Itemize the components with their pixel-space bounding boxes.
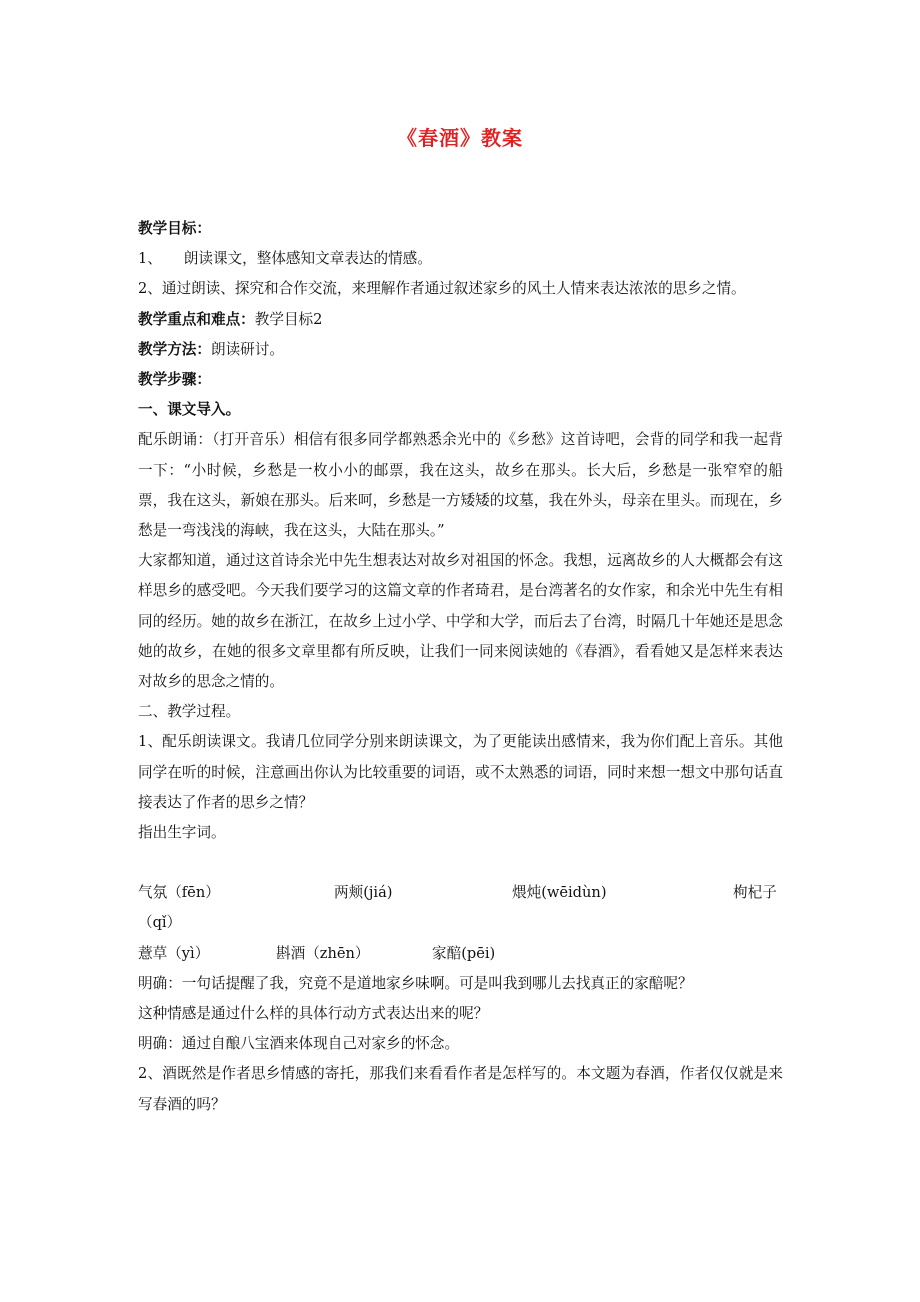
vocab-word: 枸杞子: [733, 884, 777, 902]
method-line: [138, 335, 783, 365]
vocab-word: 煨炖(wēidùn): [512, 884, 607, 902]
document-body: [138, 214, 783, 1120]
steps-heading: 教学步骤：: [138, 371, 211, 389]
vocab-row-1: [138, 878, 783, 908]
vocab-row-2: [138, 939, 783, 969]
vocab-word: 气氛（fēn）: [138, 884, 220, 902]
vocab-row-1-continued: （qǐ）: [138, 914, 182, 932]
vocab-word: 薏草（yì）: [138, 944, 210, 962]
focus-line: [138, 305, 783, 335]
method-label: 教学方法：: [138, 340, 211, 358]
intro-paragraph-1: 配乐朗诵：（打开音乐）相信有很多同学都熟悉余光中的《乡愁》这首诗吧，会背的同学和我一起背一下：“小时候，乡愁是一枚小小的邮票，我在这头，故乡在那头。长大后，乡愁是一张窄窄的船票，我在这头，新娘在那头。后来呵，乡愁是一方矮矮的坟墓，我在外头，母亲在里头。而现在，乡愁是一弯浅浅的海峡，我在这头，大陆在那头。”: [138, 431, 783, 540]
process-paragraph-2: 2、酒既然是作者思乡情感的寄托，那我们来看看作者是怎样写的。本文题为春酒，作者仅仅就是来写春酒的吗？: [138, 1065, 783, 1113]
goals-heading: 教学目标：: [138, 220, 211, 237]
vocab-word: 家醅(pēi): [432, 944, 496, 962]
focus-label: 教学重点和难点：: [138, 310, 255, 328]
focus-value: 教学目标2: [254, 310, 323, 328]
vocab-word: 斟酒（zhēn）: [276, 944, 370, 962]
document-title: 《春酒》教案: [397, 126, 523, 150]
method-value: 朗读研讨。: [210, 340, 284, 358]
section-2-heading: 二、教学过程。: [138, 703, 241, 721]
process-paragraph-1: 1、配乐朗读课文。我请几位同学分别来朗读课文，为了更能读出感情来，我为你们配上音乐。其他同学在听的时候，注意画出你认为比较重要的词语，或不太熟悉的词语，同时来想一想文中那句话直接表达了作者的思乡之情？: [138, 733, 783, 811]
vocab-word: 两颊(jiá): [334, 884, 393, 902]
intro-paragraph-2: 大家都知道，通过这首诗余光中先生想表达对故乡对祖国的怀念。我想，远离故乡的人大概都会有这样思乡的感受吧。今天我们要学习的这篇文章的作者琦君，是台湾著名的女作家，和余光中先生有相同的经历。她的故乡在浙江，在故乡上过小学、中学和大学，而后去了台湾，时隔几十年她还是思念她的故乡，在她的很多文章里都有所反映，让我们一同来阅读她的《春酒》，看看她又是怎样来表达对故乡的思念之情的。: [138, 552, 783, 691]
clarify-1: 明确：一句话提醒了我，究竟不是道地家乡味啊。可是叫我到哪儿去找真正的家醅呢？: [138, 974, 693, 992]
blank-line: [138, 848, 783, 878]
clarify-2: 明确：通过自酿八宝酒来体现自己对家乡的怀念。: [138, 1035, 460, 1053]
goal-1: 1、 朗读课文，整体感知文章表达的情感。: [138, 250, 432, 268]
section-1-heading: 一、课文导入。: [138, 401, 241, 419]
vocab-intro: 指出生字词。: [138, 824, 226, 842]
question-1: 这种情感是通过什么样的具体行动方式表达出来的呢？: [138, 1005, 489, 1023]
goal-2: 2、通过朗读、探究和合作交流，来理解作者通过叙述家乡的风土人情来表达浓浓的思乡之情。: [138, 280, 746, 298]
